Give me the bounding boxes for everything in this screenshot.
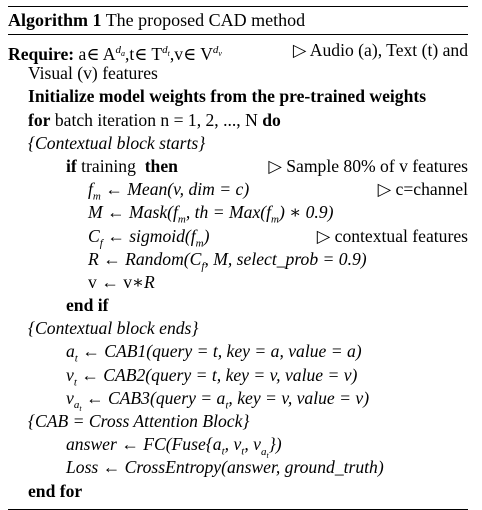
line-mask: M ← $Mask(f_m$, th = $Max(f_m)$ ∗ 0.9) [88, 202, 334, 226]
fm-text: $f_m$ ← Mean(v, dim = c) [88, 179, 250, 203]
require-keyword: Require: [8, 43, 75, 64]
line-cab3: $v_{a_t}$ ← CAB3(query = $a_t$, key = v, value = v) [66, 387, 370, 414]
cf-comment: ▷ contextual features [316, 225, 468, 246]
line-endif: end if [66, 295, 109, 316]
line-cab1: $a_t$ ← CAB1(query = t, key = a, value = a) [66, 341, 362, 365]
require-text: a∈ $A^{d_a},t\in$ $T^{d_t},v\in$ $V^{d_v}$ [78, 43, 222, 64]
line-cab2: $v_t$ ← CAB2(query = t, key = v, value = v) [66, 364, 358, 389]
line-ctx-end: {Contextual block ends} [28, 318, 199, 339]
line-if [8, 155, 468, 178]
line-cf [8, 225, 468, 248]
caption-title: The proposed CAD method [105, 10, 306, 30]
if-comment: ▷ Sample 80% of v features [268, 155, 468, 176]
if-text: training [81, 155, 136, 176]
line-vmul: v ← v∗R [88, 271, 155, 292]
line-loss: Loss ← CrossEntropy(answer, ground_truth) [66, 457, 384, 478]
caption-label: Algorithm 1 [8, 10, 102, 30]
if-keyword: if [66, 155, 77, 176]
algorithm-body [8, 35, 468, 503]
require-comment: ▷ Audio (a), Text (t) and [292, 40, 468, 60]
line-answer: answer ← $FC(Fuse\{a_t$, $v_t$, $v_{a_t}$}) [66, 434, 282, 460]
cf-text: $C_f$ ← $sigmoid(f_m)$ [88, 225, 210, 250]
line-fm [8, 178, 468, 201]
line-require-cont: Visual (v) features [28, 63, 158, 84]
algorithm-block [8, 0, 468, 510]
line-rand: R ← $Random(C_f$, M, select_prob = 0.9) [88, 248, 367, 273]
do-keyword: do [262, 109, 281, 130]
then-keyword: then [144, 155, 178, 176]
line-for [8, 109, 468, 132]
line-endfor: end for [28, 480, 83, 501]
line-ctx-start: {Contextual block starts} [28, 132, 206, 153]
fm-comment: ▷ c=channel [377, 179, 468, 200]
for-text: batch iteration n = 1, 2, ..., N [54, 109, 258, 130]
line-init: Initialize model weights from the pre-trained weights [28, 86, 427, 107]
line-cab-def: {CAB = Cross Attention Block} [28, 411, 250, 431]
algorithm-caption [8, 7, 468, 31]
for-keyword: for [28, 109, 51, 130]
line-require [8, 39, 468, 62]
